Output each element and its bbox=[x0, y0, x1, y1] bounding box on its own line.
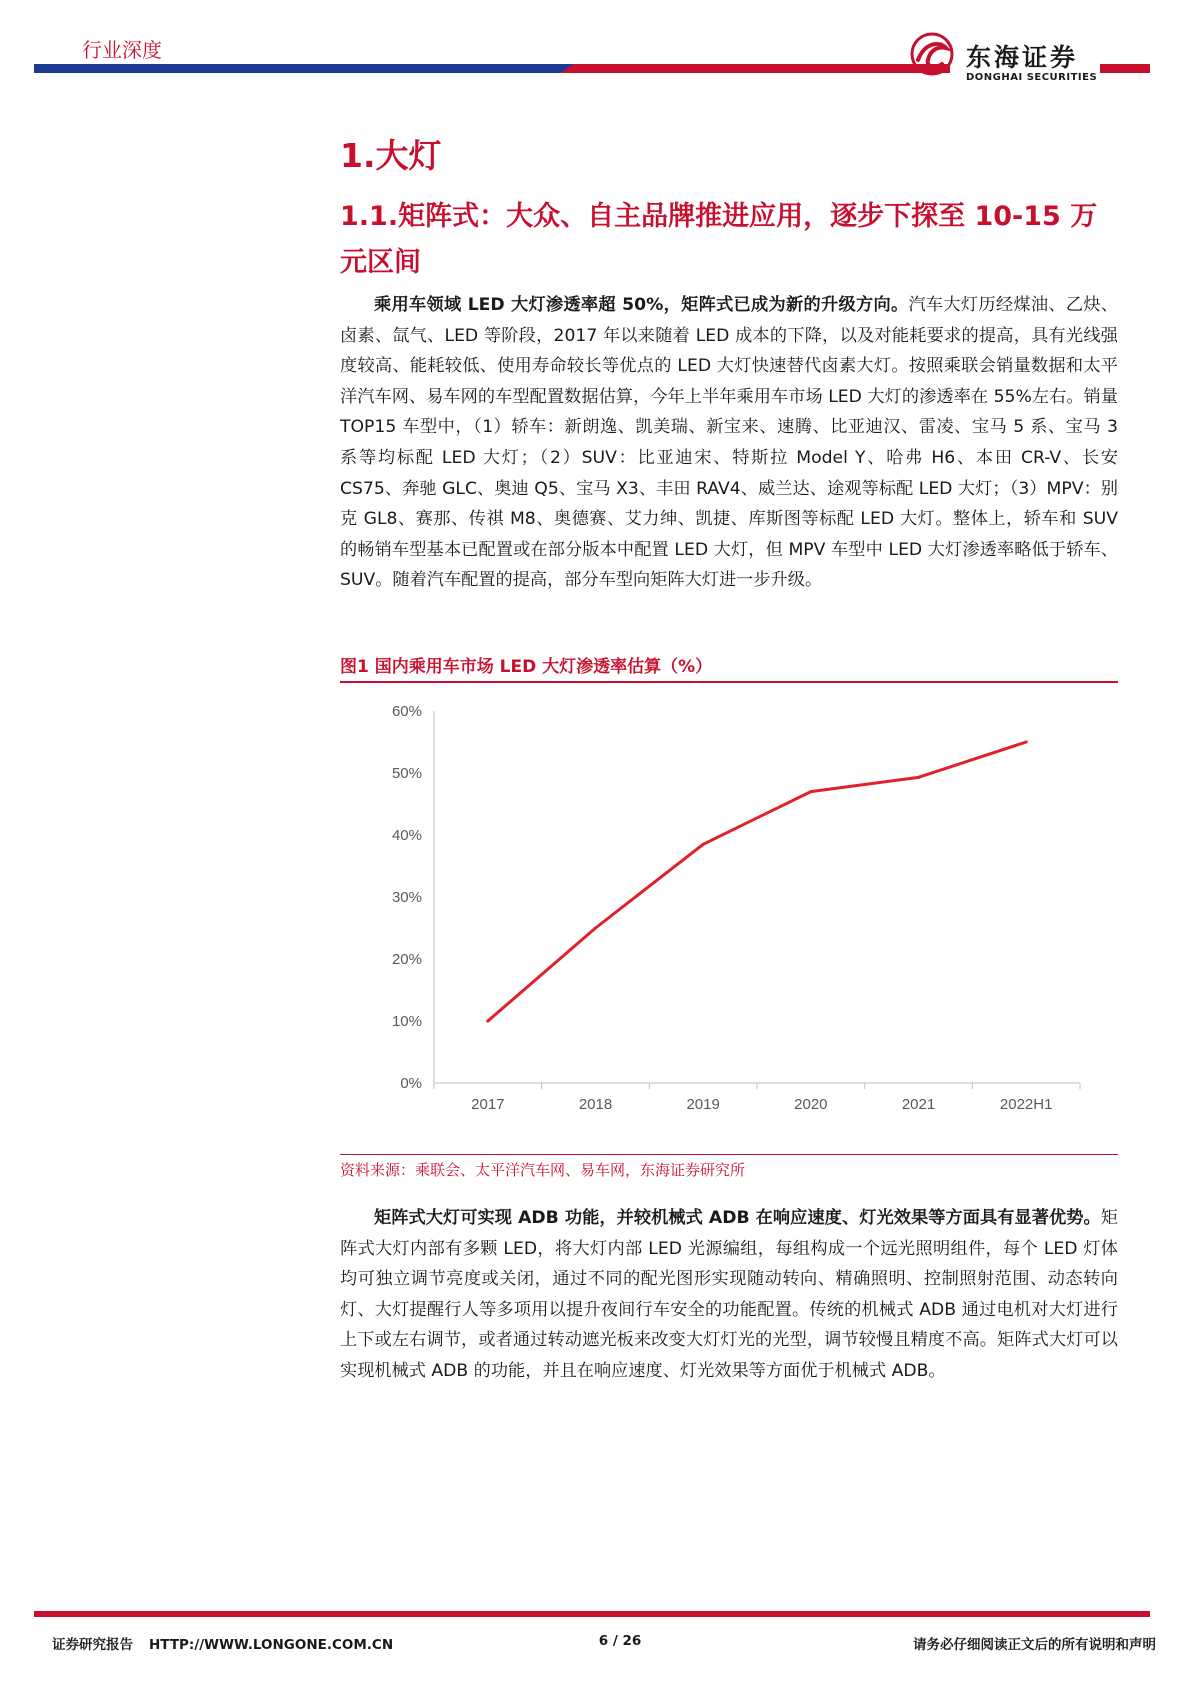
paragraph-1-body: 汽车大灯历经煤油、乙炔、卤素、氙气、LED 等阶段，2017 年以来随着 LED 成本的下降，以及对能耗要求的提高，具有光线强度较高、能耗较低、使用寿命较长等优点的 LED 大灯快速替代卤素大灯。按照乘联会销量数据和太平洋汽车网、易车网的车型配置数据估算，今年上半年乘用车市场 LED 大灯的渗透率在 55%左右。销量 TOP15 车型中，（1）轿车：新朗逸、凯美瑞、新宝来、速腾、比亚迪汉、雷凌、宝马 5 系、宝马 3 系等均标配 LED 大灯；（2）SUV：比亚迪宋、特斯拉 Model Y、哈弗 H6、本田 CR-V、长安 CS75、奔驰 GLC、奥迪 Q5、宝马 X3、丰田 RAV4、威兰达、途观等标配 LED 大灯；（3）MPV：别克 GL8、赛那、传祺 M8、奥德赛、艾力绅、凯捷、库斯图等标配 LED 大灯。整体上，轿车和 SUV 的畅销车型基本已配置或在部分版本中配置 LED 大灯，但 MPV 车型中 LED 大灯渗透率略低于轿车、SUV。随着汽车配置的提高，部分车型向矩阵大灯进一步升级。 bbox=[340, 295, 1118, 591]
footer-disclaimer: 请务必仔细阅读正文后的所有说明和声明 bbox=[913, 1637, 1156, 1653]
led-penetration-line-chart bbox=[340, 684, 1118, 1154]
x-tick-label: 2022H1 bbox=[999, 1096, 1053, 1113]
subsection-title: 1.1.矩阵式：大众、自主品牌推进应用，逐步下探至 10-15 万元区间 bbox=[340, 201, 1098, 278]
footer-report-label: 证券研究报告 bbox=[52, 1637, 133, 1653]
page-number: 6 / 26 bbox=[598, 1633, 642, 1649]
x-tick-label: 2021 bbox=[901, 1096, 936, 1113]
paragraph-2-body: 矩阵式大灯内部有多颗 LED，将大灯内部 LED 光源编组，每组构成一个远光照明组件，每个 LED 灯体均可独立调节亮度或关闭，通过不同的配光图形实现随动转向、精确照明、控制照射范围、动态转向灯、大灯提醒行人等多项用以提升夜间行车安全的功能配置。传统的机械式 ADB 通过电机对大灯进行上下或左右调节，或者通过转动遮光板来改变大灯灯光的光型，调节较慢且精度不高。矩阵式大灯可以实现机械式 ADB 的功能，并且在响应速度、灯光效果等方面优于机械式 ADB。 bbox=[340, 1208, 1118, 1381]
y-tick-label: 50% bbox=[391, 765, 422, 782]
report-category-tag: 行业深度 bbox=[82, 38, 162, 62]
figure-source: 资料来源：乘联会、太平洋汽车网、易车网，东海证券研究所 bbox=[340, 1161, 746, 1179]
data-point bbox=[594, 927, 597, 930]
header-bar-blue bbox=[34, 64, 594, 73]
data-point bbox=[809, 790, 812, 793]
paragraph-2 bbox=[340, 1203, 1118, 1387]
y-tick-label: 0% bbox=[400, 1075, 422, 1092]
data-point bbox=[917, 776, 920, 779]
x-tick-label: 2017 bbox=[471, 1096, 505, 1113]
figure-bottom-rule bbox=[340, 1154, 1118, 1155]
paragraph-1-lead: 乘用车领域 LED 大灯渗透率超 50%，矩阵式已成为新的升级方向。 bbox=[374, 295, 909, 315]
footer-website-link[interactable]: HTTP://WWW.LONGONE.COM.CN bbox=[149, 1637, 394, 1653]
footer-rule bbox=[34, 1611, 1150, 1617]
paragraph-1 bbox=[340, 290, 1118, 596]
series-line bbox=[488, 742, 1026, 1021]
donghai-dragon-logo-icon bbox=[908, 30, 956, 78]
section-title: 1.大灯 bbox=[340, 136, 442, 175]
x-tick-label: 2020 bbox=[794, 1096, 828, 1113]
footer-left bbox=[52, 1633, 393, 1653]
y-tick-label: 30% bbox=[391, 889, 422, 906]
y-tick-label: 60% bbox=[391, 703, 422, 720]
x-tick-label: 2018 bbox=[578, 1096, 613, 1113]
figure-title: 图1 国内乘用车市场 LED 大灯渗透率估算（%） bbox=[340, 657, 713, 677]
y-tick-label: 20% bbox=[391, 951, 422, 968]
paragraph-2-lead: 矩阵式大灯可实现 ADB 功能，并较机械式 ADB 在响应速度、灯光效果等方面具有显著优势。 bbox=[374, 1208, 1101, 1228]
y-tick-label: 40% bbox=[391, 827, 422, 844]
data-point bbox=[702, 843, 705, 846]
logo-text-en: DONGHAI SECURITIES bbox=[966, 72, 1098, 83]
data-point bbox=[1025, 741, 1028, 744]
x-tick-label: 2019 bbox=[686, 1096, 720, 1113]
logo-text-cn: 东海证券 bbox=[966, 43, 1079, 72]
y-tick-label: 10% bbox=[391, 1013, 422, 1030]
data-point bbox=[486, 1020, 489, 1023]
figure-top-rule bbox=[340, 681, 1118, 683]
